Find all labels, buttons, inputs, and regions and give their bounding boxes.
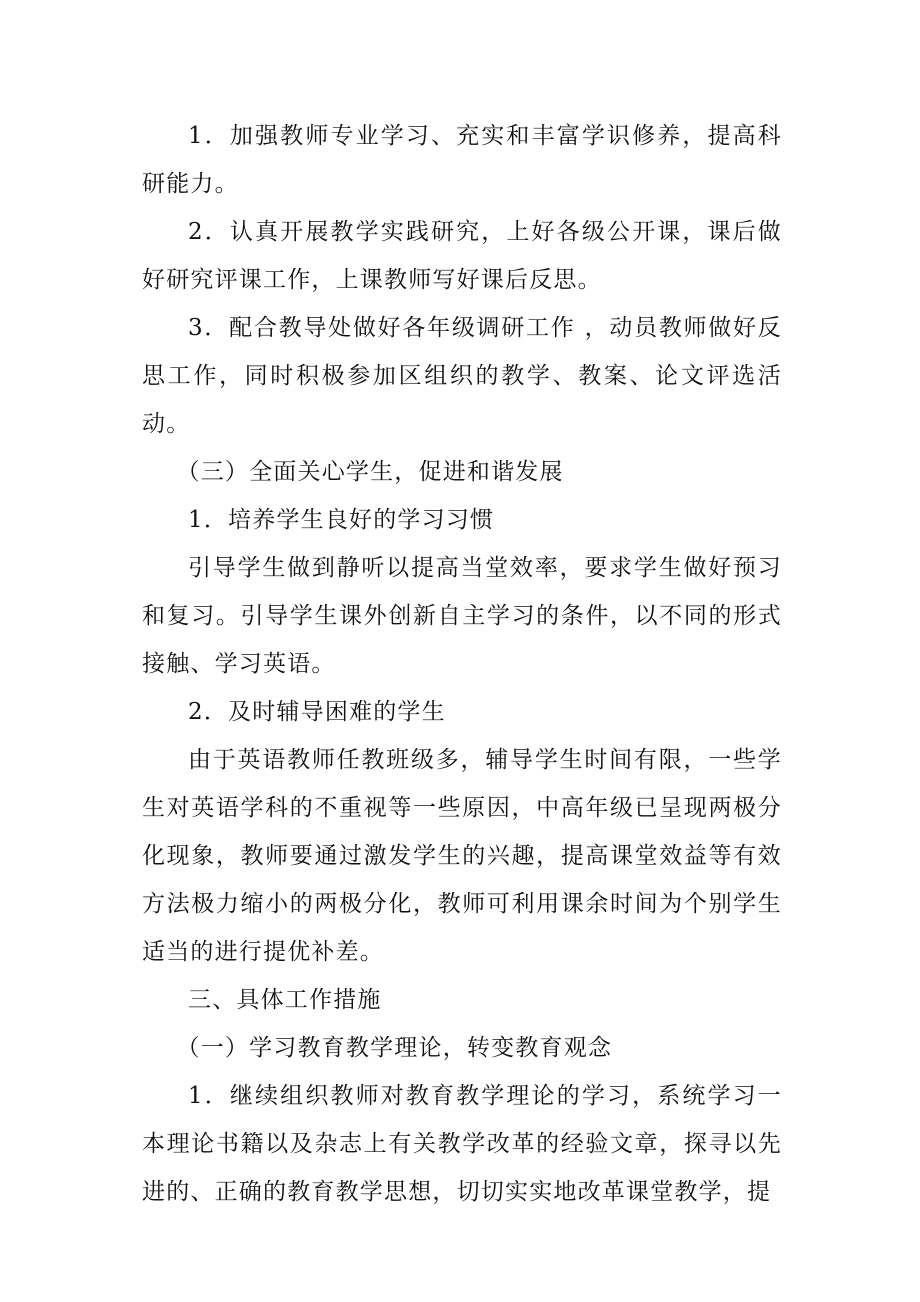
paragraph-item-1: 1．加强教师专业学习、充实和丰富学识修养，提高科研能力。	[142, 123, 782, 197]
section-heading-3: （三）全面关心学生，促进和谐发展	[176, 459, 564, 485]
paragraph-item-3: 3．配合教导处做好各年级调研工作 ，动员教师做好反思工作，同时积极参加区组织的教学、教案、论文评选活动。	[142, 315, 782, 437]
subsection-heading-theory: （一）学习教育教学理论，转变教育观念	[176, 1035, 613, 1061]
document-body	[142, 112, 782, 1216]
subheading-study-habits: 1．培养学生良好的学习习惯	[188, 507, 495, 533]
subheading-tutoring: 2．及时辅导困难的学生	[188, 699, 446, 725]
section-heading-measures: 三、具体工作措施	[188, 987, 382, 1013]
paragraph-study-habits: 引导学生做到静听以提高当堂效率，要求学生做好预习和复习。引导学生课外创新自主学习的条件，以不同的形式接触、学习英语。	[142, 555, 782, 677]
paragraph-tutoring: 由于英语教师任教班级多，辅导学生时间有限，一些学生对英语学科的不重视等一些原因，中高年级已呈现两极分化现象，教师要通过激发学生的兴趣，提高课堂效益等有效方法极力缩小的两极分化，教师可利用课余时间为个别学生适当的进行提优补差。	[142, 747, 782, 965]
paragraph-theory-study: 1．继续组织教师对教育教学理论的学习，系统学习一本理论书籍以及杂志上有关教学改革的经验文章，探寻以先进的、正确的教育教学思想，切切实实地改革课堂教学，提	[142, 1083, 782, 1205]
paragraph-item-2: 2．认真开展教学实践研究，上好各级公开课，课后做好研究评课工作，上课教师写好课后反思。	[142, 219, 782, 293]
